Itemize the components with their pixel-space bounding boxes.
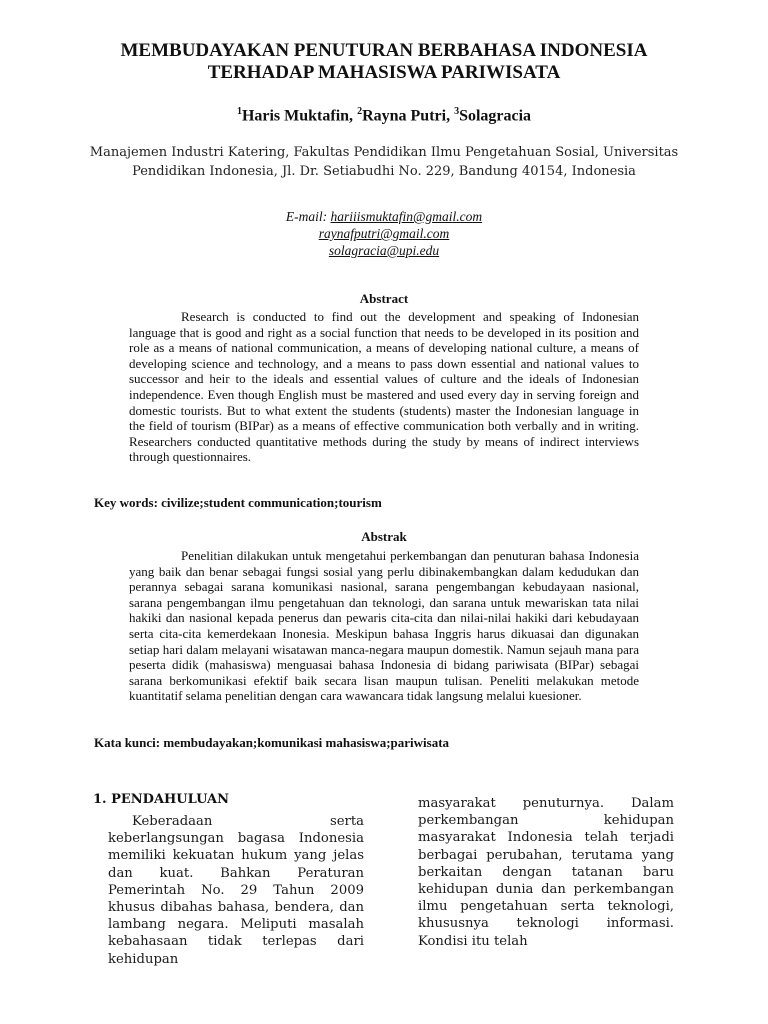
intro-left-column: Keberadaan serta keberlangsungan bagasa Indonesia memiliki kekuatan hukum yang jelas dan kuat. Bahkan Peraturan Pemerintah No. 29 Tahun 2009 khusus dibahas bahasa, bendera, dan lambang negara. Meliputi masalah kebahasaan tidak terlepas dari kehidupan bbox=[108, 814, 364, 967]
intro-right-column: masyarakat penuturnya. Dalam perkembangan kehidupan masyarakat Indonesia telah terjadi berbagai perubahan, terutama yang berkaitan dengan tatanan baru kehidupan dunia dan perkembangan ilmu pengetahuan serta teknologi, khususnya teknologi informasi. Kondisi itu telah bbox=[418, 796, 674, 949]
author-number: 3 bbox=[454, 106, 460, 117]
abstract-body: Research is conducted to find out the development and speaking of Indonesian language that is good and right as a social function that needs to be developed in its position and role as a means of national communication, a means of developing national culture, a means of developing science and technology, and a means to pass down essential and national values to successor and heir to the ideals and essential values of culture and the ideals of Indonesian independence. Even though English must be mastered and used every day in serving foreign and domestic tourists. But to what extent the students (students) master the Indonesian language in the field of tourism (BIPar) as a means of effective communication both verbally and in writing. Researchers conducted quantitative methods during the study by means of indirect interviews through questionnaires. bbox=[129, 309, 639, 465]
author-number: 1 bbox=[236, 106, 242, 117]
email-block bbox=[0, 208, 768, 259]
abstrak-heading: Abstrak bbox=[361, 529, 407, 544]
affiliation-line-1: Manajemen Industri Katering, Fakultas Pendidikan Ilmu Pengetahuan Sosial, Universitas bbox=[89, 145, 679, 160]
abstract-heading: Abstract bbox=[359, 291, 409, 306]
email-link[interactable]: solagracia@upi.edu bbox=[328, 243, 440, 258]
affiliation-line-2: Pendidikan Indonesia, Jl. Dr. Setiabudhi No. 229, Bandung 40154, Indonesia bbox=[132, 164, 636, 179]
author-number: 2 bbox=[357, 106, 363, 117]
keywords-indonesian: Kata kunci: membudayakan;komunikasi mahasiswa;pariwisata bbox=[94, 735, 450, 750]
author-list bbox=[0, 106, 768, 125]
section-heading-introduction: 1. PENDAHULUAN bbox=[93, 792, 229, 807]
paper-title bbox=[60, 40, 708, 84]
paper-title-line-2: TERHADAP MAHASISWA PARIWISATA bbox=[207, 62, 561, 83]
paper-title-line-1: MEMBUDAYAKAN PENUTURAN BERBAHASA INDONESIA bbox=[120, 40, 648, 61]
author-name: Solagracia bbox=[459, 107, 532, 125]
author-name: Rayna Putri, bbox=[362, 107, 455, 125]
author-name: Haris Muktafin, bbox=[241, 107, 358, 125]
email-label: E-mail: bbox=[285, 209, 331, 224]
email-link[interactable]: hariiismuktafin@gmail.com bbox=[330, 209, 483, 224]
affiliation bbox=[80, 143, 688, 181]
email-link[interactable]: raynafputri@gmail.com bbox=[318, 226, 450, 241]
abstrak-body: Penelitian dilakukan untuk mengetahui perkembangan dan penuturan bahasa Indonesia yang baik dan benar sebagai fungsi sosial yang perlu dibinakembangkan dalam kedudukan dan perannya sebagai sarana komunikasi nasional, sarana pengembangan kebudayaan nasional, sarana pengembangan ilmu pengetahuan dan teknologi, dan sarana untuk mewariskan tata nilai hakiki dan nasional kepada penerus dan pewaris cita-cita dan nilai-nilai hakiki dari kebudayaan serta cita-cita kemerdekaan Inonesia. Meskipun bahasa Inggris harus dikuasai dan digunakan setiap hari dalam melayani wisatawan manca-negara maupun domestik. Namun sejauh mana para peserta didik (mahasiswa) menguasai bahasa Indonesia di bidang pariwisata (BIPar) sebagai sarana berkomunikasi efektif baik secara lisan maupun tulisan. Peneliti melakukan metode kuantitatif selama penelitian dengan cara wawancara tidak langsung melalui kuesioner. bbox=[129, 548, 639, 704]
keywords-english: Key words: civilize;student communication;tourism bbox=[94, 495, 382, 510]
